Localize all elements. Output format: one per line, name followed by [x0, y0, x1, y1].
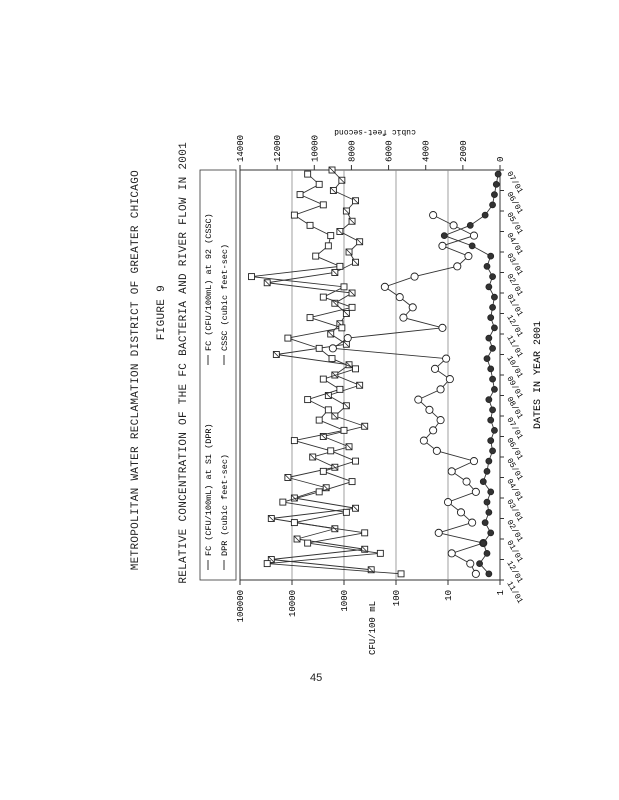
x-axis-tick-label: 09/01 [504, 375, 525, 401]
data-point [486, 509, 492, 515]
data-point [329, 345, 336, 352]
x-axis-tick-label: 07/01 [504, 416, 525, 442]
left-axis-tick-label: 10000 [288, 590, 298, 618]
data-point [431, 365, 438, 372]
data-point [353, 458, 359, 464]
data-point [484, 263, 490, 269]
data-point [488, 366, 494, 372]
data-point [325, 407, 331, 413]
right-axis-tick-label: 0 [496, 156, 506, 162]
data-point [484, 499, 490, 505]
data-point [457, 509, 464, 516]
org-header: METROPOLITAN WATER RECLAMATION DISTRICT OF GREATER CHICAGO [130, 170, 142, 571]
data-point [448, 550, 455, 557]
left-axis-tick-label: 100 [392, 590, 402, 607]
x-axis-label: DATES IN YEAR 2001 [533, 320, 544, 430]
legend-entry: FC (CFU/100mL) at S1 (DPR) [204, 423, 214, 556]
data-point [467, 222, 473, 228]
x-axis-tick-label: 01/01 [504, 293, 525, 319]
data-point [490, 448, 496, 454]
data-point [446, 376, 453, 383]
x-axis-tick-label: 02/01 [504, 272, 525, 298]
data-point [349, 479, 355, 485]
data-point [362, 530, 368, 536]
x-axis-tick-label: 06/01 [504, 190, 525, 216]
data-point [450, 222, 457, 229]
data-point [495, 171, 501, 177]
x-axis-tick-label: 05/01 [504, 211, 525, 237]
data-point [264, 561, 270, 567]
data-point [297, 192, 303, 198]
chart-title: RELATIVE CONCENTRATION OF THE FC BACTERIA AND RIVER FLOW IN 2001 [178, 142, 190, 584]
chart-svg [130, 127, 590, 656]
x-axis-tick-label: 11/01 [504, 334, 525, 360]
data-point [339, 325, 345, 331]
data-point [463, 478, 470, 485]
data-point [420, 437, 427, 444]
data-point [437, 386, 444, 393]
data-point [472, 570, 479, 577]
data-point [491, 386, 497, 392]
figure-label: FIGURE 9 [156, 285, 168, 341]
data-point [411, 273, 418, 280]
data-point [316, 489, 322, 495]
legend-entry: FC (CFU/100mL) at 92 (CSSC) [204, 213, 214, 351]
data-point [470, 458, 477, 465]
data-point [325, 243, 331, 249]
data-point [341, 427, 347, 433]
data-point [307, 222, 313, 228]
data-point [491, 192, 497, 198]
data-point [433, 447, 440, 454]
data-point [484, 550, 490, 556]
figure [130, 127, 590, 656]
right-axis-tick-label: 10000 [310, 134, 321, 162]
data-point [337, 386, 343, 392]
data-point [448, 468, 455, 475]
data-point [472, 488, 479, 495]
x-axis-tick-label: 10/01 [504, 354, 525, 380]
data-point [377, 550, 383, 556]
data-point [435, 529, 442, 536]
data-point [469, 519, 476, 526]
data-point [490, 345, 496, 351]
data-point [396, 294, 403, 301]
data-point [305, 397, 311, 403]
data-point [291, 438, 297, 444]
data-point [398, 571, 404, 577]
data-point [443, 355, 450, 362]
data-point [430, 212, 437, 219]
data-point [316, 417, 322, 423]
data-point [437, 417, 444, 424]
data-point [381, 283, 388, 290]
data-point [477, 561, 483, 567]
data-point [305, 540, 311, 546]
series-line [333, 215, 483, 574]
x-axis-tick-label: 03/01 [504, 498, 525, 524]
data-point [426, 406, 433, 413]
data-point [430, 427, 437, 434]
data-point [439, 242, 446, 249]
data-point [470, 232, 477, 239]
left-axis-tick-label: 1000 [340, 590, 350, 612]
x-axis-tick-label: 11/01 [504, 580, 525, 606]
data-point [291, 212, 297, 218]
legend-entry: DPR (cubic feet-sec) [220, 453, 230, 556]
x-axis-tick-label: 12/01 [504, 559, 525, 585]
data-point [488, 438, 494, 444]
data-point [486, 335, 492, 341]
right-axis-tick-label: 12000 [273, 134, 284, 162]
left-axis-tick-label: 10 [444, 590, 454, 601]
data-point [490, 376, 496, 382]
data-point [454, 263, 461, 270]
x-axis-tick-label: 04/01 [504, 477, 525, 503]
right-axis-tick-label: 2000 [458, 140, 469, 162]
data-point [486, 397, 492, 403]
data-point [491, 427, 497, 433]
data-point [486, 571, 492, 577]
data-point [320, 468, 326, 474]
data-point [469, 243, 475, 249]
data-point [291, 520, 297, 526]
data-point [409, 304, 416, 311]
x-axis-tick-label: 07/01 [504, 170, 525, 196]
data-point [341, 284, 347, 290]
data-point [285, 335, 291, 341]
data-point [343, 509, 349, 515]
data-point [316, 181, 322, 187]
data-point [480, 479, 486, 485]
x-axis-tick-label: 08/01 [504, 395, 525, 421]
data-point [484, 356, 490, 362]
data-point [467, 560, 474, 567]
x-axis-tick-label: 06/01 [504, 436, 525, 462]
right-axis-tick-label: 6000 [384, 140, 395, 162]
series-line [252, 174, 402, 574]
data-point [328, 233, 334, 239]
legend-entry: CSSC (cubic feet-sec) [220, 243, 230, 351]
data-point [465, 253, 472, 260]
data-point [480, 540, 486, 546]
data-point [484, 468, 490, 474]
data-point [400, 314, 407, 321]
data-point [280, 499, 286, 505]
data-point [490, 407, 496, 413]
data-point [490, 202, 496, 208]
data-point [490, 274, 496, 280]
x-axis-tick-label: 03/01 [504, 252, 525, 278]
data-point [488, 253, 494, 259]
data-point [441, 233, 447, 239]
left-axis-label: CFU/100 mL [368, 600, 378, 656]
page-number: 45 [310, 672, 323, 684]
data-point [316, 345, 322, 351]
plot-frame [240, 170, 500, 580]
data-point [328, 448, 334, 454]
data-point [249, 274, 255, 280]
data-point [320, 202, 326, 208]
data-point [444, 499, 451, 506]
right-axis-label: cubic feet-second [334, 127, 416, 136]
data-point [488, 417, 494, 423]
left-axis-tick-label: 1 [496, 590, 506, 596]
data-point [482, 212, 488, 218]
data-point [349, 304, 355, 310]
data-point [486, 458, 492, 464]
data-point [490, 304, 496, 310]
data-point [320, 294, 326, 300]
data-point [488, 489, 494, 495]
data-point [344, 335, 351, 342]
data-point [486, 284, 492, 290]
data-point [488, 315, 494, 321]
data-point [482, 520, 488, 526]
data-point [491, 325, 497, 331]
right-axis-tick-label: 4000 [421, 140, 432, 162]
data-point [305, 171, 311, 177]
data-point [329, 356, 335, 362]
data-point [493, 181, 499, 187]
data-point [337, 263, 343, 269]
x-axis-tick-label: 02/01 [504, 518, 525, 544]
x-axis-tick-label: 04/01 [504, 231, 525, 257]
data-point [320, 376, 326, 382]
x-axis-tick-label: 12/01 [504, 313, 525, 339]
left-axis-tick-label: 100000 [236, 590, 246, 623]
data-point [307, 315, 313, 321]
data-point [353, 366, 359, 372]
data-point [488, 530, 494, 536]
data-point [415, 396, 422, 403]
x-axis-tick-label: 01/01 [504, 539, 525, 565]
data-point [313, 253, 319, 259]
right-axis-tick-label: 8000 [347, 140, 358, 162]
right-axis-tick-label: 14000 [236, 134, 246, 162]
data-point [439, 324, 446, 331]
x-axis-tick-label: 05/01 [504, 457, 525, 483]
data-point [491, 294, 497, 300]
